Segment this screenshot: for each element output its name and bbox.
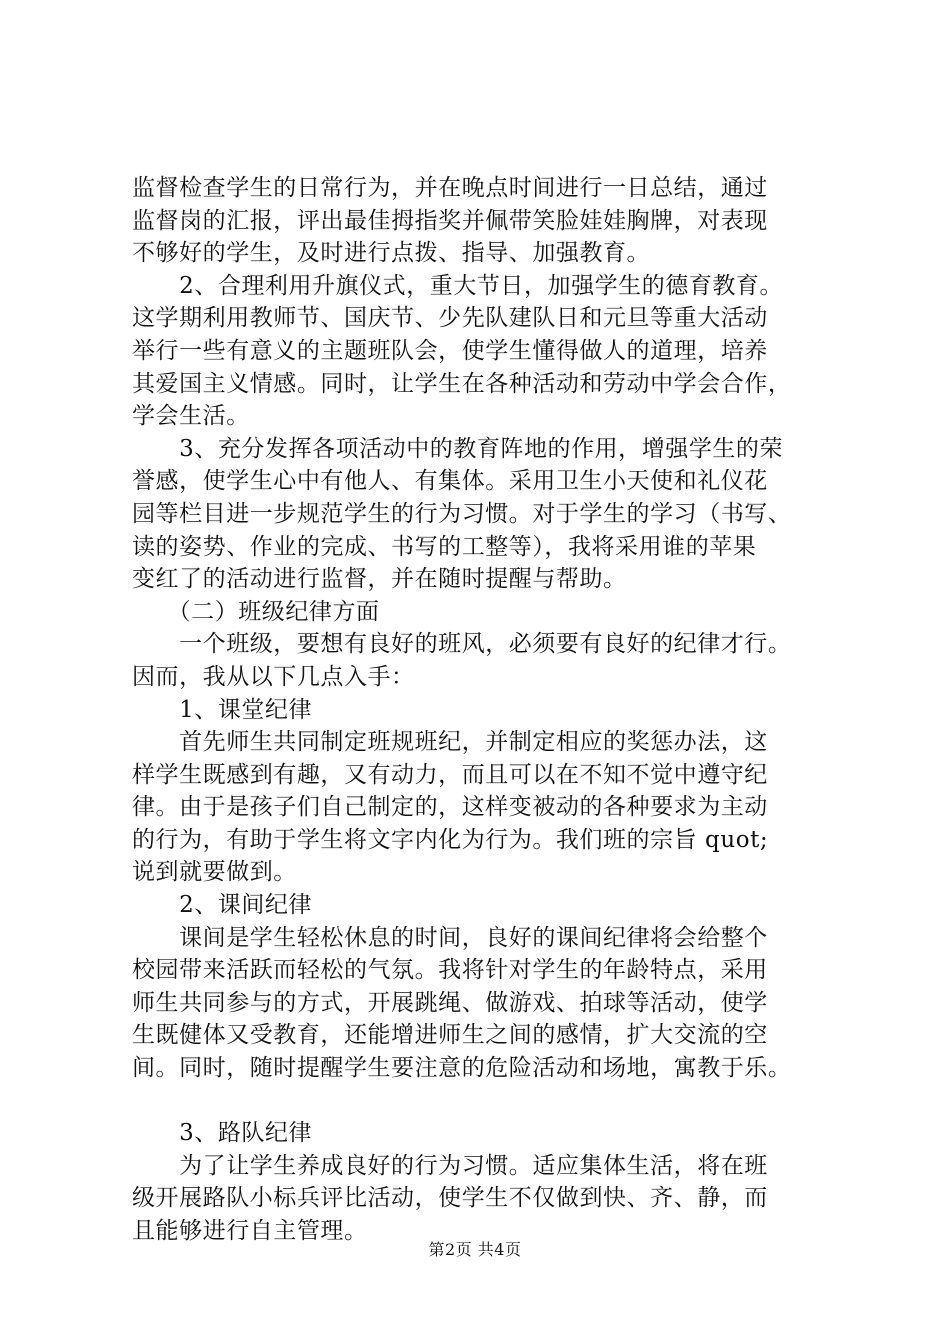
text-line: 级开展路队小标兵评比活动，使学生不仅做到快、齐、静，而 [132, 1185, 768, 1212]
subsection-heading: 1、课堂纪律 [132, 696, 313, 723]
text-line: 生既健体又受教育，还能增进师生之间的感情，扩大交流的空 [132, 1022, 768, 1049]
text-line: 誉感，使学生心中有他人、有集体。采用卫生小天使和礼仪花 [132, 468, 768, 495]
text-line: 间。同时，随时提醒学生要注意的危险活动和场地，寓教于乐。 [132, 1055, 792, 1082]
text-line: 不够好的学生，及时进行点拨、指导、加强教育。 [132, 240, 651, 267]
page-number-footer: 第2页 共4页 [428, 1240, 522, 1259]
text-line: 学会生活。 [132, 403, 250, 430]
text-line: 律。由于是孩子们自己制定的，这样变被动的各种要求为主动 [132, 794, 768, 821]
text-line: 2、合理利用升旗仪式，重大节日，加强学生的德育教育。 [132, 272, 784, 299]
text-line: 举行一些有意义的主题班队会，使学生懂得做人的道理，培养 [132, 337, 768, 364]
subsection-heading: 3、路队纪律 [132, 1120, 313, 1147]
text-line: 师生共同参与的方式，开展跳绳、做游戏、拍球等活动，使学 [132, 989, 768, 1016]
text-line: 且能够进行自主管理。 [132, 1218, 368, 1244]
text-line: 为了让学生养成良好的行为习惯。适应集体生活，将在班 [132, 1152, 768, 1179]
text-line: 因而，我从以下几点入手： [132, 663, 415, 690]
text-line: 监督检查学生的日常行为，并在晚点时间进行一日总结，通过 [132, 175, 768, 201]
body-text [132, 172, 832, 1248]
text-line: 变红了的活动进行监督，并在随时提醒与帮助。 [132, 566, 627, 593]
text-line: 校园带来活跃而轻松的气氛。我将针对学生的年龄特点，采用 [132, 957, 768, 984]
text-line: 园等栏目进一步规范学生的行为习惯。对于学生的学习（书写、 [132, 500, 792, 527]
text-line: 3、充分发挥各项活动中的教育阵地的作用，增强学生的荣 [132, 435, 784, 462]
text-line: 首先师生共同制定班规班纪，并制定相应的奖惩办法，这 [132, 729, 768, 756]
text-line: 的行为，有助于学生将文字内化为行为。我们班的宗旨 quot; [132, 826, 769, 853]
text-line: 一个班级，要想有良好的班风，必须要有良好的纪律才行。 [132, 631, 792, 658]
text-line: 样学生既感到有趣，又有动力，而且可以在不知不觉中遵守纪 [132, 761, 768, 788]
section-heading: （二）班级纪律方面 [132, 598, 380, 625]
subsection-heading: 2、课间纪律 [132, 892, 313, 919]
text-line: 读的姿势、作业的完成、书写的工整等），我将采用谁的苹果 [132, 533, 757, 560]
text-line: 课间是学生轻松休息的时间，良好的课间纪律将会给整个 [132, 924, 768, 951]
text-line: 监督岗的汇报，评出最佳拇指奖并佩带笑脸娃娃胸牌，对表现 [132, 207, 768, 234]
text-line: 其爱国主义情感。同时，让学生在各种活动和劳动中学会合作， [132, 370, 792, 397]
text-line: 说到就要做到。 [132, 859, 297, 886]
text-line: 这学期利用教师节、国庆节、少先队建队日和元旦等重大活动 [132, 305, 768, 332]
blank-line [132, 1085, 832, 1118]
